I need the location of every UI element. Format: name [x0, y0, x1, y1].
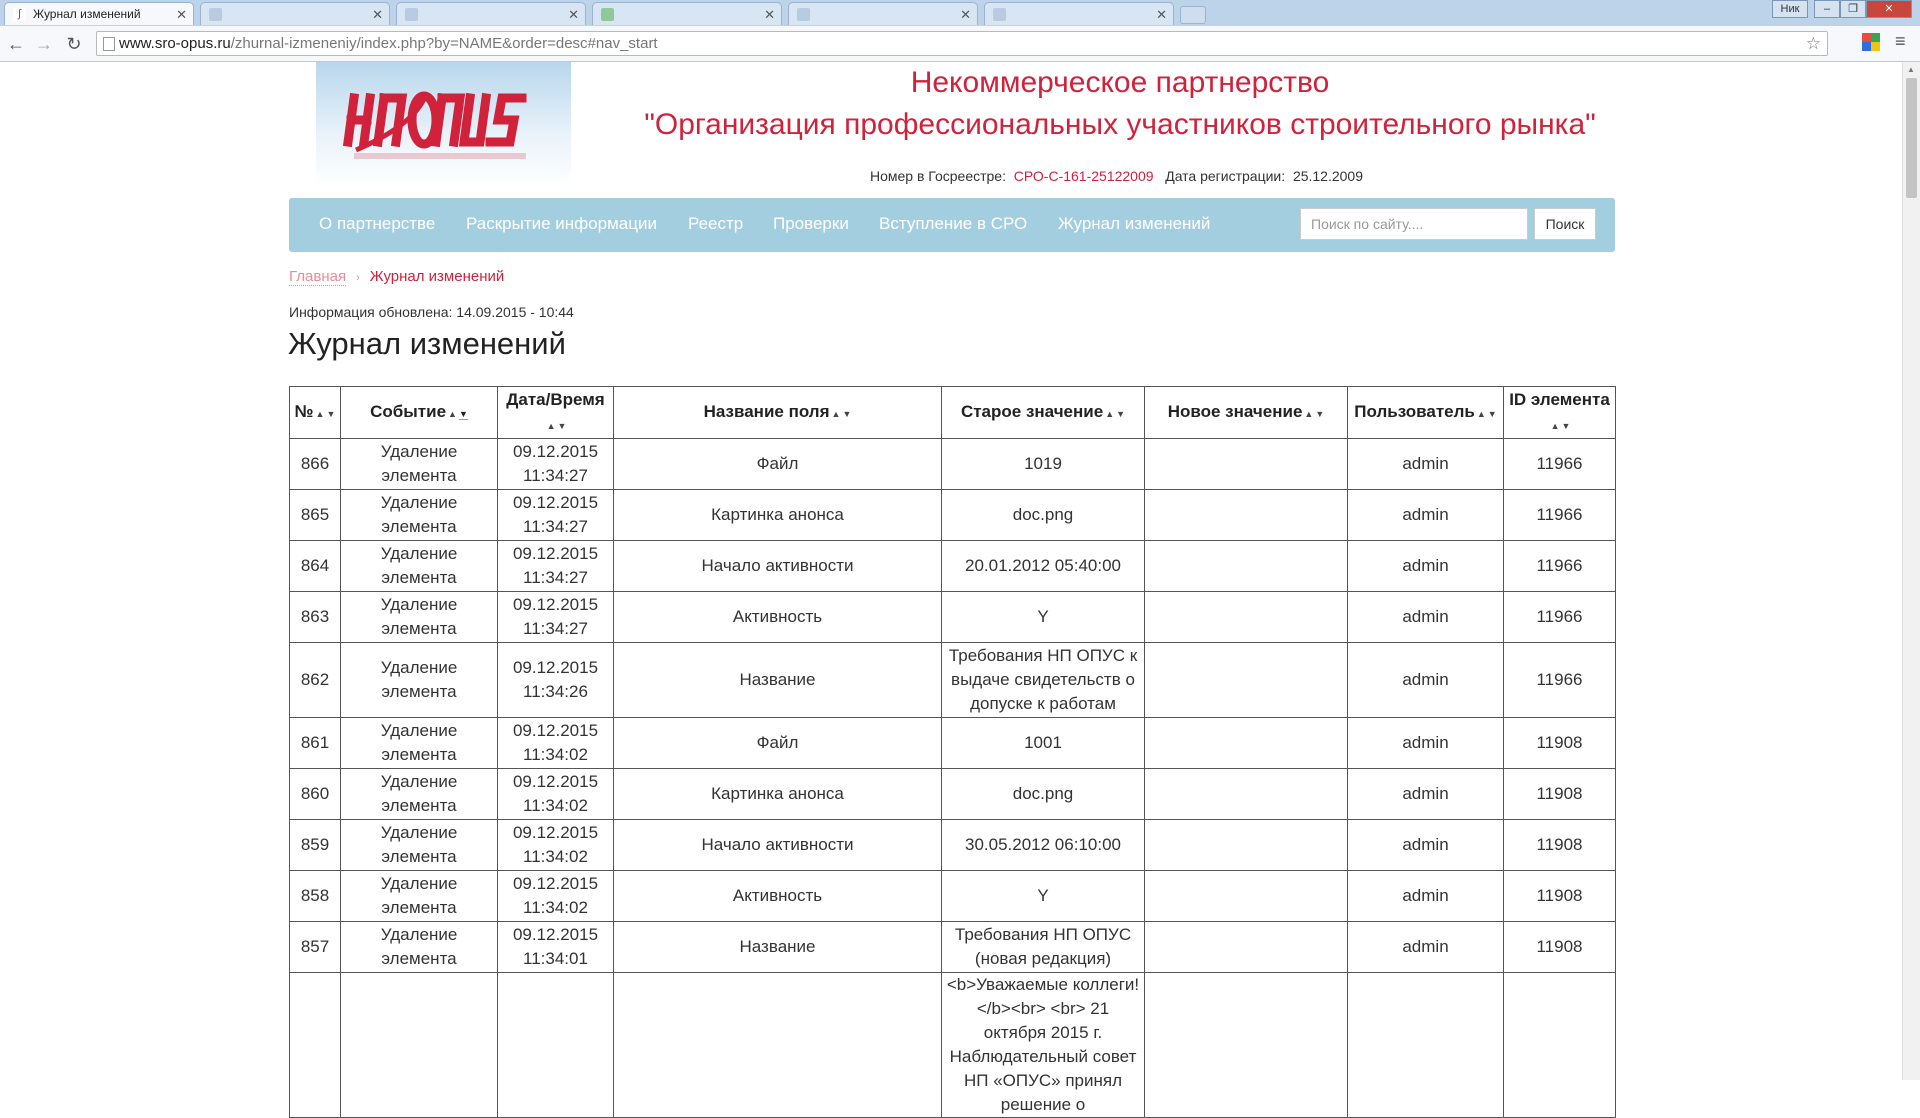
cell-field: Название [614, 643, 942, 718]
cell-event [341, 973, 498, 1118]
cell-old-value: <b>Уважаемые коллеги!</b><br> <br> 21 октября 2015 г. Наблюдательный совет НП «ОПУС» принял решение о [942, 973, 1145, 1118]
url-host: www.sro-opus.ru [119, 35, 231, 52]
cell-field: Начало активности [614, 541, 942, 592]
sort-asc-icon[interactable]: ▲ [1304, 408, 1314, 419]
browser-tab[interactable] [788, 2, 978, 25]
page-title: Журнал изменений [288, 326, 566, 361]
header-new-value [1145, 387, 1348, 439]
browser-tab-bar [0, 0, 1920, 27]
sort-desc-icon[interactable]: ▼ [1487, 408, 1497, 419]
header-datetime [498, 387, 614, 439]
reload-icon[interactable]: ↻ [66, 34, 82, 54]
cell-old-value: Y [942, 592, 1145, 643]
cell-number: 866 [290, 439, 341, 490]
site-favicon-icon: ∫ [13, 8, 26, 21]
cell-event: Удаление элемента [341, 922, 498, 973]
cell-number: 863 [290, 592, 341, 643]
cell-old-value: 1019 [942, 439, 1145, 490]
header-event [341, 387, 498, 439]
cell-element-id: 11966 [1504, 643, 1616, 718]
table-header-row [290, 387, 1616, 439]
browser-tab[interactable] [396, 2, 586, 25]
cell-old-value: Y [942, 871, 1145, 922]
cell-new-value [1145, 439, 1348, 490]
cell-field: Название [614, 922, 942, 973]
nav-item-join-sro[interactable]: Вступление в СРО [879, 214, 1028, 233]
cell-field: Начало активности [614, 820, 942, 871]
cell-user: admin [1348, 922, 1504, 973]
cell-datetime: 09.12.2015 11:34:02 [498, 718, 614, 769]
sort-asc-icon[interactable]: ▲ [831, 408, 841, 419]
cell-element-id: 11966 [1504, 439, 1616, 490]
cell-number: 864 [290, 541, 341, 592]
cell-element-id: 11908 [1504, 922, 1616, 973]
cell-old-value: 20.01.2012 05:40:00 [942, 541, 1145, 592]
header-label: ID элемента [1509, 389, 1610, 409]
browser-tab[interactable] [984, 2, 1174, 25]
main-nav [289, 198, 1615, 252]
reg-date-value: 25.12.2009 [1292, 168, 1364, 184]
close-tab-icon[interactable]: ✕ [764, 7, 775, 22]
header-label: Дата/Время [506, 389, 605, 409]
cell-field: Активность [614, 592, 942, 643]
cell-event: Удаление элемента [341, 769, 498, 820]
url-path: /zhurnal-izmeneniy/index.php?by=NAME&order=desc#nav_start [230, 35, 658, 52]
cell-element-id: 11908 [1504, 769, 1616, 820]
profile-button[interactable]: Ник [1772, 0, 1808, 18]
header-label: Событие [370, 401, 447, 421]
browser-toolbar [0, 26, 1920, 62]
cell-number: 858 [290, 871, 341, 922]
cell-element-id [1504, 973, 1616, 1118]
tab-favicon-icon [993, 8, 1006, 21]
cell-element-id: 11908 [1504, 871, 1616, 922]
cell-element-id: 11908 [1504, 820, 1616, 871]
np-opus-logo-icon [346, 84, 536, 164]
page-content [0, 62, 1902, 1114]
breadcrumb-current: Журнал изменений [369, 268, 505, 285]
nav-item-inspections[interactable]: Проверки [773, 214, 849, 233]
org-name-line2: "Организация профессиональных участников строительного рынка" [644, 108, 1596, 141]
registration-info [870, 168, 1363, 184]
sort-desc-icon[interactable]: ▼ [842, 408, 852, 419]
cell-datetime: 09.12.2015 11:34:27 [498, 541, 614, 592]
cell-number [290, 973, 341, 1118]
sort-desc-icon[interactable]: ▼ [326, 408, 336, 419]
table-row [290, 643, 1616, 718]
cell-datetime: 09.12.2015 11:34:02 [498, 871, 614, 922]
close-window-button[interactable]: ✕ [1866, 0, 1912, 18]
tab-favicon-icon [797, 8, 810, 21]
cell-field: Картинка анонса [614, 769, 942, 820]
table-row [290, 718, 1616, 769]
change-log-table [289, 386, 1616, 1118]
header-user [1348, 387, 1504, 439]
cell-new-value [1145, 541, 1348, 592]
cell-event: Удаление элемента [341, 439, 498, 490]
tab-title: Журнал изменений [33, 7, 141, 21]
cell-new-value [1145, 871, 1348, 922]
nav-item-disclosure[interactable]: Раскрытие информации [466, 214, 657, 233]
table-row [290, 439, 1616, 490]
table-row [290, 871, 1616, 922]
cell-user: admin [1348, 541, 1504, 592]
table-row [290, 769, 1616, 820]
cell-element-id: 11966 [1504, 592, 1616, 643]
cell-new-value [1145, 490, 1348, 541]
cell-event: Удаление элемента [341, 541, 498, 592]
cell-old-value: doc.png [942, 769, 1145, 820]
nav-item-about[interactable]: О партнерстве [319, 214, 436, 233]
cell-event: Удаление элемента [341, 820, 498, 871]
breadcrumb-separator: › [356, 272, 360, 284]
scrollbar-thumb[interactable] [1906, 78, 1917, 198]
breadcrumb-home-link[interactable]: Главная [289, 268, 347, 285]
cell-user: admin [1348, 820, 1504, 871]
header-number [290, 387, 341, 439]
sort-asc-icon[interactable]: ▲ [1105, 408, 1115, 419]
cell-field: Картинка анонса [614, 490, 942, 541]
address-bar[interactable] [96, 31, 1828, 56]
cell-number: 861 [290, 718, 341, 769]
sort-asc-icon[interactable]: ▲ [315, 408, 325, 419]
header-label: Старое значение [960, 401, 1104, 421]
cell-field: Файл [614, 718, 942, 769]
maximize-button[interactable]: ❐ [1840, 0, 1866, 18]
cell-user: admin [1348, 490, 1504, 541]
table-row [290, 820, 1616, 871]
new-tab-button[interactable] [1180, 6, 1206, 24]
sort-desc-icon[interactable]: ▼ [1315, 408, 1325, 419]
cell-user: admin [1348, 718, 1504, 769]
header-element-id [1504, 387, 1616, 439]
cell-datetime: 09.12.2015 11:34:01 [498, 922, 614, 973]
cell-datetime [498, 973, 614, 1118]
cell-user: admin [1348, 592, 1504, 643]
header-label: № [294, 401, 314, 421]
sort-asc-icon[interactable]: ▲ [546, 420, 556, 431]
cell-number: 859 [290, 820, 341, 871]
extension-icon[interactable] [1862, 33, 1880, 51]
close-tab-icon[interactable]: ✕ [1156, 7, 1167, 22]
cell-element-id: 11966 [1504, 490, 1616, 541]
cell-old-value: 30.05.2012 06:10:00 [942, 820, 1145, 871]
close-tab-icon[interactable]: ✕ [960, 7, 971, 22]
table-row [290, 490, 1616, 541]
cell-new-value [1145, 769, 1348, 820]
cell-new-value [1145, 973, 1348, 1118]
reg-number-label: Номер в Госреестре: [870, 168, 1006, 184]
cell-user: admin [1348, 871, 1504, 922]
cell-user [1348, 973, 1504, 1118]
close-tab-icon[interactable]: ✕ [568, 7, 579, 22]
minimize-button[interactable]: – [1814, 0, 1840, 18]
cell-event: Удаление элемента [341, 871, 498, 922]
cell-element-id: 11908 [1504, 718, 1616, 769]
header-label: Пользователь [1354, 401, 1475, 421]
cell-datetime: 09.12.2015 11:34:02 [498, 769, 614, 820]
cell-new-value [1145, 643, 1348, 718]
sort-desc-icon[interactable]: ▼ [557, 420, 567, 431]
cell-element-id: 11966 [1504, 541, 1616, 592]
sort-asc-icon[interactable]: ▲ [1476, 408, 1486, 419]
cell-event: Удаление элемента [341, 718, 498, 769]
cell-field: Активность [614, 871, 942, 922]
tab-favicon-icon [209, 8, 222, 21]
cell-event: Удаление элемента [341, 592, 498, 643]
breadcrumb [289, 268, 504, 285]
site-search-input[interactable] [1300, 208, 1528, 240]
header-field-name [614, 387, 942, 439]
cell-field: Файл [614, 439, 942, 490]
cell-new-value [1145, 592, 1348, 643]
cell-datetime: 09.12.2015 11:34:26 [498, 643, 614, 718]
cell-user: admin [1348, 769, 1504, 820]
cell-number: 862 [290, 643, 341, 718]
header-label: Новое значение [1167, 401, 1303, 421]
table-row [290, 922, 1616, 973]
cell-datetime: 09.12.2015 11:34:27 [498, 490, 614, 541]
cell-old-value: Требования НП ОПУС (новая редакция) [942, 922, 1145, 973]
sort-asc-icon[interactable]: ▲ [448, 408, 457, 419]
cell-new-value [1145, 922, 1348, 973]
reg-date-label: Дата регистрации: [1165, 168, 1286, 184]
cell-datetime: 09.12.2015 11:34:27 [498, 439, 614, 490]
browser-menu-icon[interactable]: ≡ [1895, 31, 1906, 51]
cell-field [614, 973, 942, 1118]
table-row [290, 973, 1616, 1118]
browser-tab[interactable] [200, 2, 390, 25]
cell-number: 865 [290, 490, 341, 541]
browser-tab-active[interactable] [4, 2, 194, 25]
close-tab-icon[interactable]: ✕ [176, 7, 187, 22]
bookmark-star-icon[interactable]: ☆ [1805, 34, 1821, 53]
reg-number-link[interactable]: СРО-С-161-25122009 [1013, 168, 1154, 184]
search-button[interactable]: Поиск [1534, 208, 1596, 240]
cell-number: 860 [290, 769, 341, 820]
scroll-up-icon[interactable]: ▲ [1907, 65, 1915, 74]
page-scrollbar[interactable] [1902, 62, 1920, 1080]
back-arrow-icon[interactable]: ← [7, 34, 25, 54]
tab-favicon-icon [601, 8, 614, 21]
cell-old-value: doc.png [942, 490, 1145, 541]
updated-info: Информация обновлена: 14.09.2015 - 10:44 [289, 304, 574, 320]
forward-arrow-icon[interactable]: → [35, 34, 53, 54]
cell-datetime: 09.12.2015 11:34:27 [498, 592, 614, 643]
nav-item-change-log[interactable]: Журнал изменений [1058, 214, 1211, 233]
cell-datetime: 09.12.2015 11:34:02 [498, 820, 614, 871]
cell-old-value: 1001 [942, 718, 1145, 769]
page-icon [103, 37, 115, 51]
cell-new-value [1145, 820, 1348, 871]
site-logo[interactable] [316, 62, 571, 186]
cell-user: admin [1348, 439, 1504, 490]
sort-asc-icon[interactable]: ▲ [1550, 420, 1560, 431]
cell-user: admin [1348, 643, 1504, 718]
cell-event: Удаление элемента [341, 490, 498, 541]
header-old-value [942, 387, 1145, 439]
cell-old-value: Требования НП ОПУС к выдаче свидетельств о допуске к работам [942, 643, 1145, 718]
sort-desc-icon[interactable]: ▼ [1116, 408, 1126, 419]
header-label: Название поля [703, 401, 830, 421]
table-row [290, 541, 1616, 592]
cell-event: Удаление элемента [341, 643, 498, 718]
table-row [290, 592, 1616, 643]
cell-new-value [1145, 718, 1348, 769]
close-tab-icon[interactable]: ✕ [372, 7, 383, 22]
cell-number: 857 [290, 922, 341, 973]
sort-desc-icon[interactable]: ▼ [458, 408, 468, 419]
browser-tab[interactable] [592, 2, 782, 25]
tab-favicon-icon [405, 8, 418, 21]
org-name-line1: Некоммерческое партнерство [910, 66, 1330, 99]
sort-desc-icon[interactable]: ▼ [1561, 420, 1571, 431]
nav-item-registry[interactable]: Реестр [688, 214, 744, 233]
